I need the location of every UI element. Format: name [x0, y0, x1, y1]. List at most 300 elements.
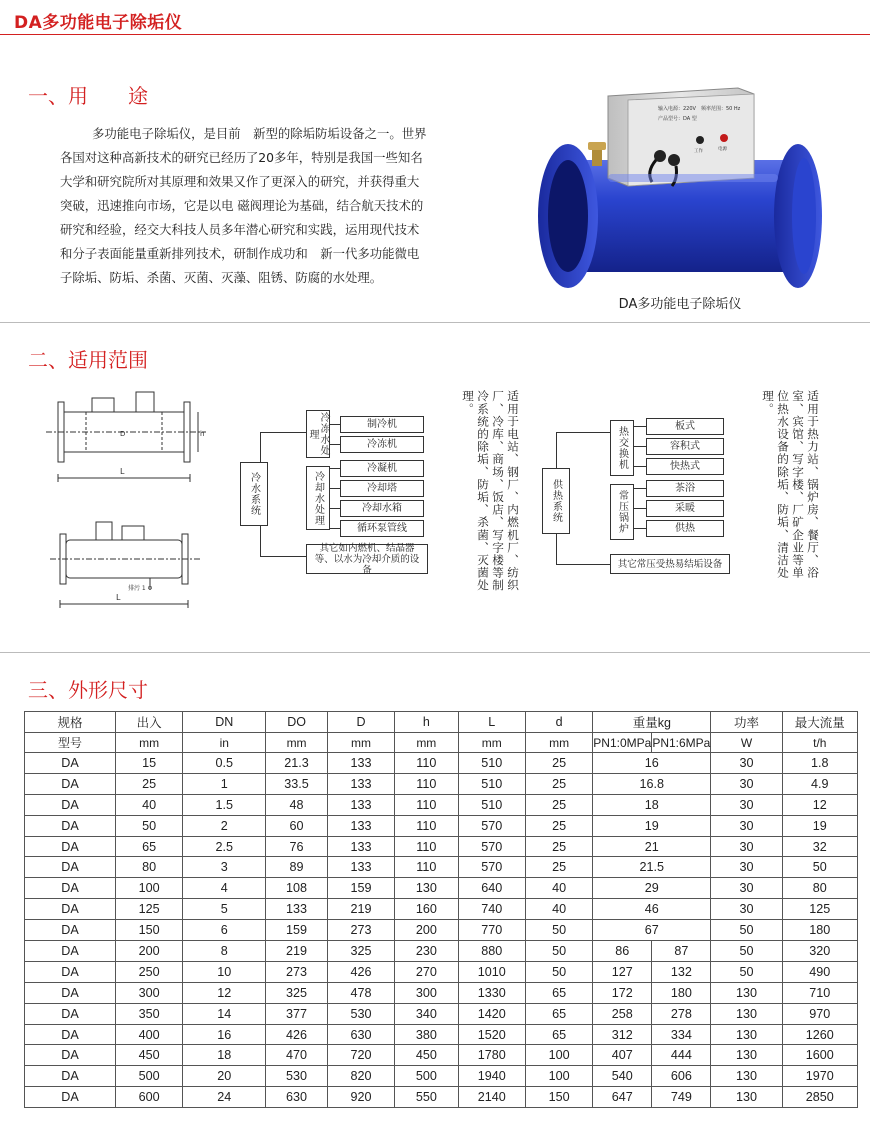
table-cell: 4.9: [782, 773, 857, 794]
panel-label-1: 输入电源：220V 频率范围：50 Hz: [658, 106, 741, 112]
table-cell: 50: [711, 941, 782, 962]
table-cell: 1420: [458, 1003, 525, 1024]
table-cell: 65: [525, 1003, 592, 1024]
table-cell: 10: [183, 961, 266, 982]
product-photo: [528, 82, 828, 302]
table-cell: 110: [395, 815, 458, 836]
table-cell: 500: [395, 1066, 458, 1087]
table-cell: 130: [711, 1066, 782, 1087]
table-cell: 125: [782, 899, 857, 920]
table-cell: 24: [183, 1087, 266, 1108]
table-cell: 50: [525, 961, 592, 982]
table-cell: 1.5: [183, 794, 266, 815]
table-cell: 2140: [458, 1087, 525, 1108]
table-cell: DA: [25, 1003, 116, 1024]
tree-line: [556, 432, 610, 433]
table-cell: 312: [593, 1024, 652, 1045]
table-header-cell: 出入: [115, 712, 182, 733]
page-title: DA多功能电子除垢仪: [14, 13, 183, 33]
table-cell: DA: [25, 920, 116, 941]
table-cell: 133: [327, 753, 394, 774]
table-row: [25, 1045, 858, 1066]
table-cell: 270: [395, 961, 458, 982]
table-cell: 570: [458, 815, 525, 836]
table-cell: 30: [711, 753, 782, 774]
usage-paragraph: [60, 122, 480, 290]
table-unit-cell: mm: [395, 733, 458, 753]
table-cell: 450: [115, 1045, 182, 1066]
table-cell: 407: [593, 1045, 652, 1066]
table-cell: 300: [115, 982, 182, 1003]
table-cell: 606: [652, 1066, 711, 1087]
table-cell: 25: [115, 773, 182, 794]
table-cell: DA: [25, 899, 116, 920]
table-row: [25, 794, 858, 815]
table-cell: 80: [782, 878, 857, 899]
table-cell: 1970: [782, 1066, 857, 1087]
table-cell: DA: [25, 1066, 116, 1087]
table-cell: 67: [593, 920, 711, 941]
table-cell: 50: [782, 857, 857, 878]
table-row: [25, 857, 858, 878]
table-cell: 510: [458, 794, 525, 815]
table-cell: DA: [25, 815, 116, 836]
table-cell: 110: [395, 773, 458, 794]
table-cell: 1520: [458, 1024, 525, 1045]
table-cell: 1010: [458, 961, 525, 982]
heating-item-box: 容积式: [646, 438, 724, 455]
table-header-cell: DN: [183, 712, 266, 733]
table-cell: 219: [327, 899, 394, 920]
table-cell: 160: [395, 899, 458, 920]
table-cell: 130: [711, 1087, 782, 1108]
cooling-group1-box: 冷冻水处理: [307, 412, 329, 456]
table-cell: 180: [652, 982, 711, 1003]
right-flange-face: [792, 158, 816, 274]
table-cell: 25: [525, 836, 592, 857]
tree-line: [634, 466, 646, 467]
table-header-row: [25, 712, 858, 733]
tree-line: [330, 488, 340, 489]
table-cell: 720: [327, 1045, 394, 1066]
table-cell: 2: [183, 815, 266, 836]
table-cell: 377: [266, 1003, 327, 1024]
indicator-red: [720, 134, 728, 142]
dim-label-h: h: [200, 430, 205, 438]
table-cell: 110: [395, 836, 458, 857]
table-cell: 100: [525, 1045, 592, 1066]
heating-item-box: 板式: [646, 418, 724, 435]
brass-fitting: [592, 148, 602, 166]
table-cell: 130: [711, 1045, 782, 1066]
section-heading-scope: 二、适用范围: [28, 348, 148, 372]
table-unit-cell: mm: [266, 733, 327, 753]
table-cell: 21: [593, 836, 711, 857]
table-header-cell: h: [395, 712, 458, 733]
table-cell: 110: [395, 857, 458, 878]
table-cell: DA: [25, 836, 116, 857]
table-header-cell: 功率: [711, 712, 782, 733]
table-unit-cell: t/h: [782, 733, 857, 753]
table-cell: 8: [183, 941, 266, 962]
table-cell: 570: [458, 836, 525, 857]
tree-line: [330, 444, 340, 445]
table-cell: 127: [593, 961, 652, 982]
table-cell: 250: [115, 961, 182, 982]
table-cell: 130: [711, 982, 782, 1003]
table-row: [25, 1024, 858, 1045]
table-cell: 510: [458, 753, 525, 774]
tree-line: [556, 564, 610, 565]
table-cell: 350: [115, 1003, 182, 1024]
table-unit-cell: mm: [115, 733, 182, 753]
table-cell: 510: [458, 773, 525, 794]
table-cell: 325: [266, 982, 327, 1003]
cooling-item-box: 循环泵管线: [340, 520, 424, 537]
table-cell: 400: [115, 1024, 182, 1045]
table-cell: 470: [266, 1045, 327, 1066]
table-cell: 230: [395, 941, 458, 962]
table-cell: DA: [25, 753, 116, 774]
table-row: [25, 941, 858, 962]
table-row: [25, 899, 858, 920]
heating-item-box: 供热: [646, 520, 724, 537]
table-header-cell: D: [327, 712, 394, 733]
table-header-cell: 规格: [25, 712, 116, 733]
table-cell: 30: [711, 773, 782, 794]
table-cell: 100: [525, 1066, 592, 1087]
table-cell: 18: [593, 794, 711, 815]
table-cell: 710: [782, 982, 857, 1003]
table-cell: 50: [525, 920, 592, 941]
table-cell: DA: [25, 1024, 116, 1045]
table-cell: 89: [266, 857, 327, 878]
table-cell: DA: [25, 961, 116, 982]
tree-line: [260, 556, 306, 557]
table-cell: 159: [327, 878, 394, 899]
table-cell: 4: [183, 878, 266, 899]
heating-item-box: 快热式: [646, 458, 724, 475]
cable-gland-2: [668, 154, 680, 166]
dim-label-L-2: L: [116, 593, 121, 602]
table-cell: 273: [327, 920, 394, 941]
table-unit-cell: mm: [458, 733, 525, 753]
table-cell: 65: [525, 982, 592, 1003]
table-cell: DA: [25, 941, 116, 962]
table-unit-cell: 型号: [25, 733, 116, 753]
table-cell: 1940: [458, 1066, 525, 1087]
table-cell: 20: [183, 1066, 266, 1087]
table-cell: 740: [458, 899, 525, 920]
tree-line: [634, 488, 646, 489]
table-cell: DA: [25, 982, 116, 1003]
table-cell: 219: [266, 941, 327, 962]
product-caption: DA多功能电子除垢仪: [618, 297, 742, 312]
table-cell: 60: [266, 815, 327, 836]
table-cell: 14: [183, 1003, 266, 1024]
table-cell: 1: [183, 773, 266, 794]
dimension-drawing-bottom: [46, 512, 206, 612]
table-cell: 1330: [458, 982, 525, 1003]
cooling-item-box: 冷却塔: [340, 480, 424, 497]
table-cell: 150: [115, 920, 182, 941]
table-cell: 25: [525, 753, 592, 774]
panel-btn-label-2: 电源: [718, 147, 727, 152]
scope-text-cooling: 适用于电站、钢厂、内燃机厂、纺织厂、冷库、商场、饭店、写字楼等制冷系统的除垢、防垢、杀菌、灭菌处理。: [461, 390, 520, 592]
usage-line: 研究和经验，经交大科技人员多年潜心研究和实践，运用现代技术: [60, 222, 420, 237]
table-cell: 87: [652, 941, 711, 962]
table-cell: 5: [183, 899, 266, 920]
table-cell: 334: [652, 1024, 711, 1045]
dimension-drawing-top: [36, 388, 212, 492]
table-cell: 172: [593, 982, 652, 1003]
table-cell: DA: [25, 1045, 116, 1066]
tree-line: [330, 528, 340, 529]
table-header-cell: 重量kg: [593, 712, 711, 733]
table-cell: 46: [593, 899, 711, 920]
section-heading-dimensions: 三、外形尺寸: [28, 678, 148, 702]
table-row: [25, 753, 858, 774]
title-rule: [0, 34, 870, 35]
table-unit-cell: in: [183, 733, 266, 753]
table-header-cell: DO: [266, 712, 327, 733]
table-cell: 16.8: [593, 773, 711, 794]
divider: [0, 652, 870, 653]
table-cell: 30: [711, 878, 782, 899]
table-cell: 530: [266, 1066, 327, 1087]
table-cell: 25: [525, 773, 592, 794]
table-cell: 16: [593, 753, 711, 774]
table-cell: 647: [593, 1087, 652, 1108]
table-cell: 50: [525, 941, 592, 962]
panel-label-2: 产品型号：DA 型: [658, 116, 697, 122]
table-cell: 30: [711, 836, 782, 857]
table-header-cell: 最大流量: [782, 712, 857, 733]
table-cell: 132: [652, 961, 711, 982]
table-cell: 21.5: [593, 857, 711, 878]
table-unit-cell: PN1:0MPa: [593, 733, 652, 753]
table-cell: 478: [327, 982, 394, 1003]
table-row: [25, 878, 858, 899]
table-cell: 0.5: [183, 753, 266, 774]
table-cell: 450: [395, 1045, 458, 1066]
usage-line: 突破，迅速推向市场，它是以电 磁阀理论为基础，结合航天技术的: [60, 198, 424, 213]
cooling-item-box: 制冷机: [340, 416, 424, 433]
table-row: [25, 773, 858, 794]
table-cell: 110: [395, 753, 458, 774]
tree-line: [330, 424, 340, 425]
table-unit-cell: mm: [327, 733, 394, 753]
table-cell: 65: [115, 836, 182, 857]
table-cell: DA: [25, 878, 116, 899]
table-cell: 820: [327, 1066, 394, 1087]
table-cell: 16: [183, 1024, 266, 1045]
indicator-dark: [696, 136, 704, 144]
table-body: [25, 712, 858, 1108]
table-cell: 86: [593, 941, 652, 962]
table-cell: 40: [525, 878, 592, 899]
tree-line: [330, 508, 340, 509]
table-cell: 133: [327, 815, 394, 836]
left-flange-bore: [548, 160, 588, 272]
table-cell: 426: [266, 1024, 327, 1045]
table-cell: 133: [327, 794, 394, 815]
panel-btn-label-1: 工作: [694, 149, 703, 154]
section-heading-usage: 一、用 途: [28, 84, 148, 108]
table-row: [25, 1087, 858, 1108]
table-cell: 130: [711, 1024, 782, 1045]
table-cell: 30: [711, 815, 782, 836]
table-cell: DA: [25, 857, 116, 878]
table-cell: 108: [266, 878, 327, 899]
cooling-group2-box: 冷却水处理: [306, 466, 330, 530]
table-cell: 12: [782, 794, 857, 815]
table-cell: DA: [25, 1087, 116, 1108]
heating-item-box: 采暖: [646, 500, 724, 517]
table-row: [25, 961, 858, 982]
table-cell: 6: [183, 920, 266, 941]
table-cell: 380: [395, 1024, 458, 1045]
table-cell: 530: [327, 1003, 394, 1024]
tree-line: [634, 446, 646, 447]
table-cell: 48: [266, 794, 327, 815]
table-cell: 3: [183, 857, 266, 878]
table-cell: 150: [525, 1087, 592, 1108]
table-cell: 21.3: [266, 753, 327, 774]
table-cell: 15: [115, 753, 182, 774]
table-cell: 130: [395, 878, 458, 899]
table-cell: 50: [115, 815, 182, 836]
table-cell: 1780: [458, 1045, 525, 1066]
heating-other-box: 其它常压受热易结垢设备: [610, 554, 730, 574]
table-cell: 50: [711, 961, 782, 982]
table-unit-row: [25, 733, 858, 753]
table-cell: 540: [593, 1066, 652, 1087]
table-cell: 25: [525, 794, 592, 815]
table-header-cell: L: [458, 712, 525, 733]
table-cell: 258: [593, 1003, 652, 1024]
table-cell: 1.8: [782, 753, 857, 774]
table-cell: 80: [115, 857, 182, 878]
table-cell: 630: [266, 1087, 327, 1108]
table-cell: 65: [525, 1024, 592, 1045]
cooling-item-box: 冷冻机: [340, 436, 424, 453]
table-cell: 40: [525, 899, 592, 920]
table-cell: 426: [327, 961, 394, 982]
usage-line: 多功能电子除垢仪，是目前 新型的除垢防垢设备之一。世界: [92, 126, 427, 141]
table-cell: 32: [782, 836, 857, 857]
divider: [0, 322, 870, 323]
table-cell: 19: [782, 815, 857, 836]
tree-line: [330, 468, 340, 469]
table-cell: 630: [327, 1024, 394, 1045]
table-row: [25, 836, 858, 857]
heating-group1-box: 热交换机: [610, 420, 634, 476]
cooling-item-box: 冷凝机: [340, 460, 424, 477]
dimension-table: [24, 711, 858, 1108]
table-cell: DA: [25, 773, 116, 794]
table-cell: 200: [115, 941, 182, 962]
tree-line: [260, 432, 306, 433]
table-unit-cell: W: [711, 733, 782, 753]
scope-text-heating: 适用于热力站、锅炉房、餐厅、浴室、宾馆、写字楼、厂矿企业等单位热水设备的除垢、防垢、清洁处理。: [761, 390, 820, 579]
table-cell: 770: [458, 920, 525, 941]
usage-line: 和分子表面能量重新排列技术，研制作成功和 新一代多功能微电: [60, 246, 420, 261]
table-cell: 1600: [782, 1045, 857, 1066]
heating-item-box: 茶浴: [646, 480, 724, 497]
table-cell: 640: [458, 878, 525, 899]
table-cell: 100: [115, 878, 182, 899]
table-row: [25, 920, 858, 941]
table-cell: 880: [458, 941, 525, 962]
table-cell: 130: [711, 1003, 782, 1024]
dim-label-L: L: [120, 467, 125, 476]
table-cell: 570: [458, 857, 525, 878]
table-cell: 30: [711, 794, 782, 815]
table-cell: 490: [782, 961, 857, 982]
table-cell: 1260: [782, 1024, 857, 1045]
table-cell: 29: [593, 878, 711, 899]
table-cell: 325: [327, 941, 394, 962]
table-cell: 18: [183, 1045, 266, 1066]
table-cell: 600: [115, 1087, 182, 1108]
table-cell: 19: [593, 815, 711, 836]
table-cell: 12: [183, 982, 266, 1003]
table-row: [25, 1003, 858, 1024]
table-unit-cell: mm: [525, 733, 592, 753]
cooling-item-box: 冷却水箱: [340, 500, 424, 517]
title-bar: [0, 0, 870, 36]
table-cell: 500: [115, 1066, 182, 1087]
cooling-root-box: 冷水系统: [240, 462, 268, 526]
heating-root-box: 供热系统: [542, 468, 570, 534]
table-cell: 25: [525, 857, 592, 878]
table-unit-cell: PN1:6MPa: [652, 733, 711, 753]
table-cell: DA: [25, 794, 116, 815]
table-cell: 133: [327, 773, 394, 794]
usage-line: 大学和研究院所对其原理和效果又作了更深入的研究，并获得重大: [60, 174, 420, 189]
table-cell: 25: [525, 815, 592, 836]
table-cell: 133: [266, 899, 327, 920]
table-cell: 40: [115, 794, 182, 815]
table-cell: 273: [266, 961, 327, 982]
usage-line: 各国对这种高新技术的研究已经历了20多年，特别是我国一些知名: [60, 150, 423, 165]
tree-line: [634, 426, 646, 427]
table-cell: 33.5: [266, 773, 327, 794]
table-row: [25, 982, 858, 1003]
table-cell: 444: [652, 1045, 711, 1066]
table-cell: 550: [395, 1087, 458, 1108]
table-cell: 2.5: [183, 836, 266, 857]
table-cell: 125: [115, 899, 182, 920]
table-cell: 200: [395, 920, 458, 941]
table-cell: 30: [711, 857, 782, 878]
table-cell: 159: [266, 920, 327, 941]
table-cell: 180: [782, 920, 857, 941]
table-header-cell: d: [525, 712, 592, 733]
table-cell: 76: [266, 836, 327, 857]
table-cell: 970: [782, 1003, 857, 1024]
table-cell: 30: [711, 899, 782, 920]
table-cell: 340: [395, 1003, 458, 1024]
table-cell: 920: [327, 1087, 394, 1108]
usage-line: 子除垢、防垢、杀菌、灭菌、灭藻、阻锈、防腐的水处理。: [60, 270, 383, 285]
tree-line: [634, 528, 646, 529]
table-cell: 133: [327, 857, 394, 878]
cooling-other-box: 其它如内燃机、结晶器等、以水为冷却介质的设备: [306, 544, 428, 574]
table-row: [25, 1066, 858, 1087]
table-cell: 320: [782, 941, 857, 962]
